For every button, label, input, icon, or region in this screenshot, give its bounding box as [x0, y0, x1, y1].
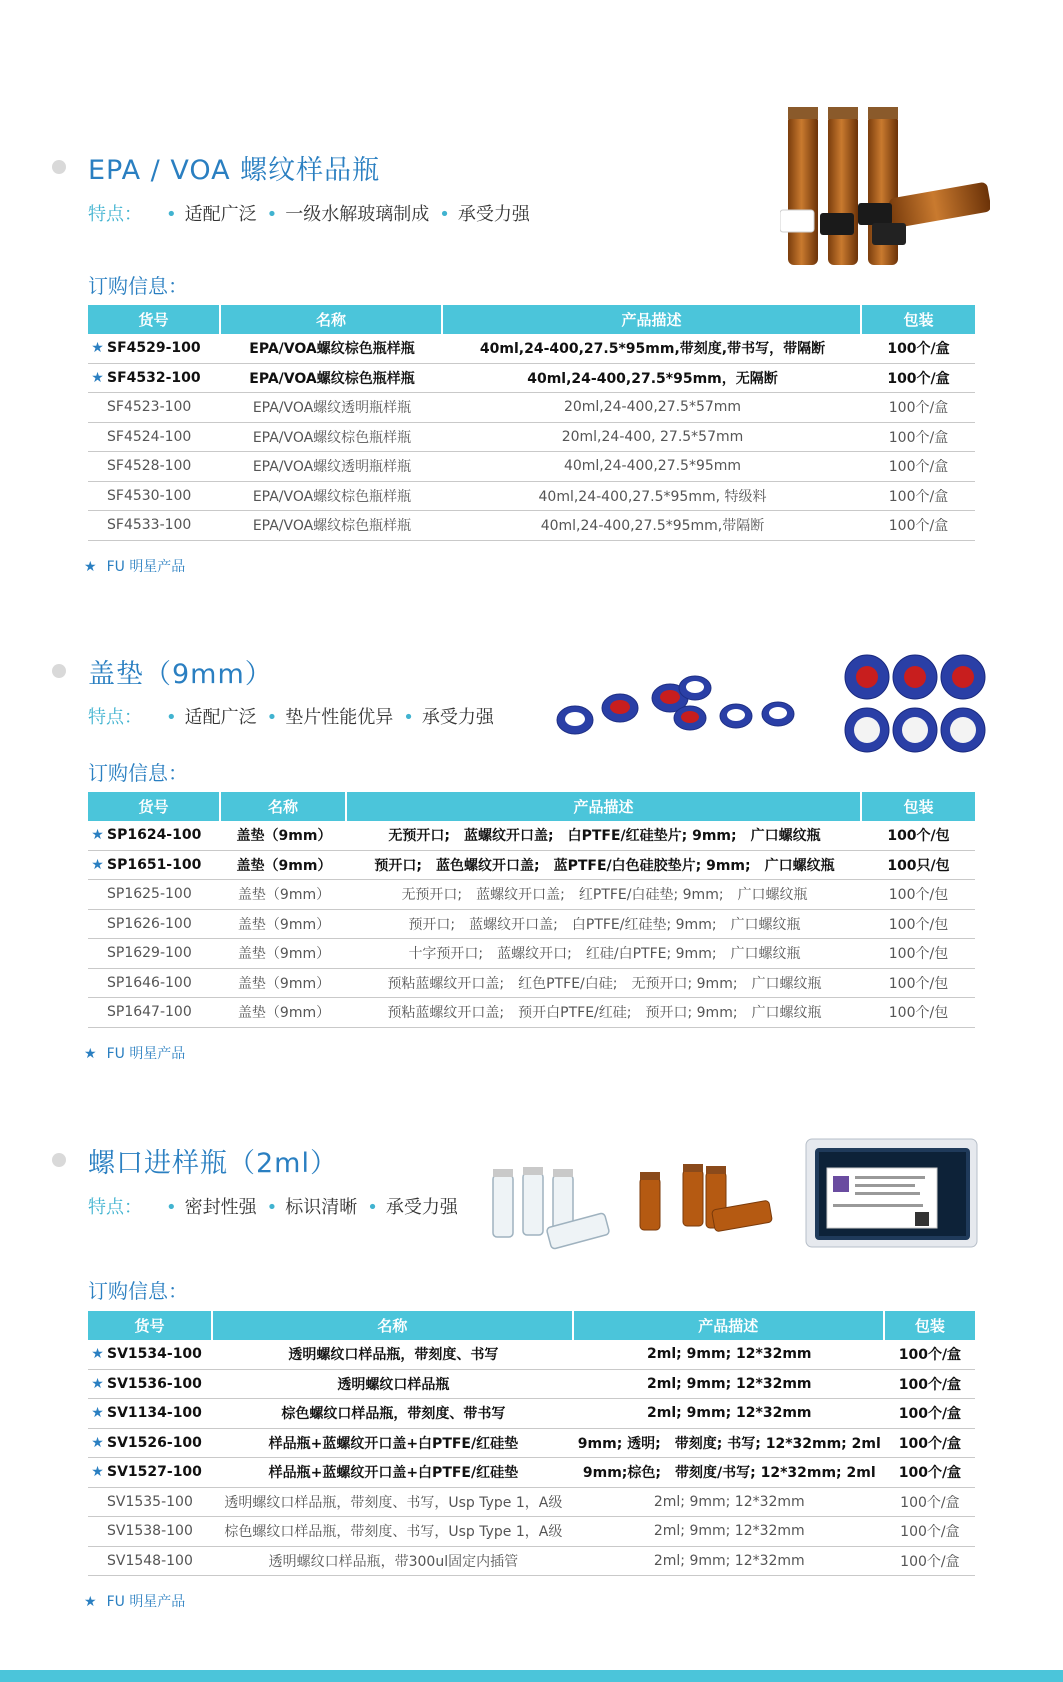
- section-bullet: [52, 664, 66, 678]
- product-name: EPA/VOA螺纹透明瓶样瓶: [221, 393, 443, 423]
- product-pack: 100个/盒: [862, 511, 975, 541]
- col-header-pack: 包装: [862, 305, 975, 334]
- product-pack: 100个/盒: [885, 1340, 975, 1370]
- table-row: [88, 939, 975, 969]
- product-pack: 100个/盒: [862, 393, 975, 423]
- section-title: 盖垫（9mm）: [88, 659, 273, 690]
- product-code: SP1624-100: [107, 827, 202, 844]
- footer-bar: [0, 1670, 1063, 1682]
- product-code: SV1548-100: [88, 1547, 213, 1577]
- col-header-name: 名称: [221, 792, 347, 821]
- order-info-label: 订购信息：: [88, 274, 188, 298]
- product-pack: 100个/盒: [885, 1458, 975, 1488]
- product-desc: 预粘蓝螺纹开口盖; 预开白PTFE/红硅; 预开口; 9mm; 广口螺纹瓶: [347, 998, 862, 1028]
- star-icon: ★: [84, 1046, 97, 1062]
- feature-item: • 适配广泛: [156, 707, 257, 728]
- star-icon: ★: [84, 1594, 97, 1610]
- col-header-pack: 包装: [862, 792, 975, 821]
- feature-item: • 承受力强: [393, 707, 494, 728]
- table-row: [88, 482, 975, 512]
- product-name: 盖垫（9mm）: [221, 851, 347, 881]
- product-code: SV1527-100: [107, 1464, 202, 1481]
- product-code: SV1535-100: [88, 1488, 213, 1518]
- table-row: [88, 423, 975, 453]
- feature-item: • 垫片性能优异: [257, 707, 394, 728]
- product-name: 盖垫（9mm）: [221, 939, 347, 969]
- table-row: [88, 1399, 975, 1429]
- features-label: 特点：: [88, 204, 142, 225]
- table-row: [88, 1458, 975, 1488]
- product-desc: 9mm;棕色; 带刻度/书写; 12*32mm; 2ml: [574, 1458, 885, 1488]
- product-name: EPA/VOA螺纹棕色瓶样瓶: [221, 511, 443, 541]
- product-name: 透明螺纹口样品瓶，带300ul固定内插管: [213, 1547, 574, 1577]
- table-row: [88, 1340, 975, 1370]
- product-desc: 40ml,24-400,27.5*95mm，无隔断: [443, 364, 862, 394]
- product-pack: 100个/包: [862, 998, 975, 1028]
- product-pack: 100个/盒: [885, 1370, 975, 1400]
- product-code: SF4524-100: [88, 423, 221, 453]
- product-name: 透明螺纹口样品瓶: [213, 1370, 574, 1400]
- product-pack: 100个/盒: [862, 452, 975, 482]
- section-title: EPA / VOA 螺纹样品瓶: [88, 155, 381, 186]
- section-bullet: [52, 1153, 66, 1167]
- order-table: [88, 1311, 975, 1576]
- product-pack: 100个/盒: [862, 334, 975, 364]
- product-code: SF4532-100: [107, 369, 201, 386]
- col-header-code: 货号: [88, 305, 221, 334]
- table-row: [88, 880, 975, 910]
- col-header-desc: 产品描述: [443, 305, 862, 334]
- product-pack: 100个/包: [862, 910, 975, 940]
- product-pack: 100个/盒: [885, 1517, 975, 1547]
- product-desc: 20ml,24-400,27.5*57mm: [443, 393, 862, 423]
- table-row: [88, 1429, 975, 1459]
- features-line: [88, 1193, 458, 1219]
- star-icon: ★: [91, 1405, 104, 1422]
- product-desc: 40ml,24-400,27.5*95mm: [443, 452, 862, 482]
- table-row: [88, 334, 975, 364]
- star-product-note: ★ FU 明星产品: [84, 559, 186, 575]
- feature-item: • 承受力强: [429, 204, 530, 225]
- product-desc: 无预开口; 蓝螺纹开口盖; 白PTFE/红硅垫片; 9mm; 广口螺纹瓶: [347, 821, 862, 851]
- star-icon: ★: [91, 340, 104, 357]
- product-code: SP1647-100: [88, 998, 221, 1028]
- product-pack: 100个/盒: [862, 482, 975, 512]
- section-bullet: [52, 160, 66, 174]
- product-desc: 2ml; 9mm; 12*32mm: [574, 1340, 885, 1370]
- product-name: EPA/VOA螺纹棕色瓶样瓶: [221, 482, 443, 512]
- feature-item: • 承受力强: [357, 1197, 458, 1218]
- product-name: 棕色螺纹口样品瓶，带刻度、书写，Usp Type 1，A级: [213, 1517, 574, 1547]
- product-pack: 100个/包: [862, 939, 975, 969]
- feature-item: • 标识清晰: [257, 1197, 358, 1218]
- product-code: SV1538-100: [88, 1517, 213, 1547]
- product-name: 盖垫（9mm）: [221, 969, 347, 999]
- product-name: 盖垫（9mm）: [221, 880, 347, 910]
- caps-grid-image: [842, 652, 992, 757]
- product-desc: 40ml,24-400,27.5*95mm, 特级料: [443, 482, 862, 512]
- product-code: SF4533-100: [88, 511, 221, 541]
- product-pack: 100个/包: [862, 821, 975, 851]
- features-line: [88, 200, 530, 226]
- vial-box-image: [805, 1138, 978, 1248]
- caps-loose-image: [550, 668, 810, 748]
- col-header-desc: 产品描述: [574, 1311, 885, 1340]
- star-icon: ★: [91, 1346, 104, 1363]
- product-name: 棕色螺纹口样品瓶，带刻度、带书写: [213, 1399, 574, 1429]
- table-row: [88, 821, 975, 851]
- order-table: [88, 792, 975, 1028]
- product-name: EPA/VOA螺纹棕色瓶样瓶: [221, 334, 443, 364]
- product-pack: 100个/盒: [885, 1429, 975, 1459]
- star-icon: ★: [91, 827, 104, 844]
- product-code: SV1134-100: [107, 1405, 202, 1422]
- product-desc: 40ml,24-400,27.5*95mm,带刻度,带书写，带隔断: [443, 334, 862, 364]
- section-title: 螺口进样瓶（2ml）: [88, 1148, 338, 1179]
- amber-vials-image: [628, 1160, 778, 1245]
- product-name: 盖垫（9mm）: [221, 910, 347, 940]
- product-desc: 9mm; 透明; 带刻度; 书写; 12*32mm; 2ml: [574, 1429, 885, 1459]
- table-row: [88, 1488, 975, 1518]
- product-pack: 100只/包: [862, 851, 975, 881]
- product-desc: 预开口; 蓝色螺纹开口盖; 蓝PTFE/白色硅胶垫片; 9mm; 广口螺纹瓶: [347, 851, 862, 881]
- product-name: 盖垫（9mm）: [221, 821, 347, 851]
- star-product-note: ★ FU 明星产品: [84, 1046, 186, 1062]
- product-desc: 2ml; 9mm; 12*32mm: [574, 1399, 885, 1429]
- product-code: SP1651-100: [107, 856, 202, 873]
- table-row: [88, 452, 975, 482]
- feature-item: • 一级水解玻璃制成: [257, 204, 430, 225]
- product-name: 盖垫（9mm）: [221, 998, 347, 1028]
- features-label: 特点：: [88, 1197, 142, 1218]
- product-code: SF4529-100: [107, 340, 201, 357]
- col-header-pack: 包装: [885, 1311, 975, 1340]
- star-icon: ★: [91, 369, 104, 386]
- product-code: SP1625-100: [88, 880, 221, 910]
- product-pack: 100个/盒: [885, 1547, 975, 1577]
- order-table: [88, 305, 975, 541]
- product-code: SP1626-100: [88, 910, 221, 940]
- product-code: SP1629-100: [88, 939, 221, 969]
- feature-item: • 适配广泛: [156, 204, 257, 225]
- col-header-desc: 产品描述: [347, 792, 862, 821]
- table-row: [88, 969, 975, 999]
- product-name: EPA/VOA螺纹棕色瓶样瓶: [221, 423, 443, 453]
- product-pack: 100个/包: [862, 969, 975, 999]
- product-pack: 100个/盒: [862, 364, 975, 394]
- product-code: SV1534-100: [107, 1346, 202, 1363]
- star-icon: ★: [91, 856, 104, 873]
- product-desc: 40ml,24-400,27.5*95mm,带隔断: [443, 511, 862, 541]
- product-name: EPA/VOA螺纹透明瓶样瓶: [221, 452, 443, 482]
- product-desc: 2ml; 9mm; 12*32mm: [574, 1370, 885, 1400]
- col-header-code: 货号: [88, 1311, 213, 1340]
- product-code: SV1536-100: [107, 1375, 202, 1392]
- product-code: SF4528-100: [88, 452, 221, 482]
- table-row: [88, 393, 975, 423]
- product-desc: 20ml,24-400, 27.5*57mm: [443, 423, 862, 453]
- product-desc: 预开口; 蓝螺纹开口盖; 白PTFE/红硅垫; 9mm; 广口螺纹瓶: [347, 910, 862, 940]
- product-name: 样品瓶+蓝螺纹开口盖+白PTFE/红硅垫: [213, 1429, 574, 1459]
- product-pack: 100个/包: [862, 880, 975, 910]
- col-header-name: 名称: [213, 1311, 574, 1340]
- product-name: EPA/VOA螺纹棕色瓶样瓶: [221, 364, 443, 394]
- features-line: [88, 703, 494, 729]
- col-header-code: 货号: [88, 792, 221, 821]
- epa-vials-image: [780, 105, 990, 290]
- product-code: SF4523-100: [88, 393, 221, 423]
- col-header-name: 名称: [221, 305, 443, 334]
- star-product-note: ★ FU 明星产品: [84, 1594, 186, 1610]
- product-desc: 2ml; 9mm; 12*32mm: [574, 1517, 885, 1547]
- product-code: SF4530-100: [88, 482, 221, 512]
- table-row: [88, 1370, 975, 1400]
- order-info-label: 订购信息：: [88, 761, 188, 785]
- table-row: [88, 364, 975, 394]
- product-pack: 100个/盒: [885, 1488, 975, 1518]
- product-desc: 十字预开口; 蓝螺纹开口; 红硅/白PTFE; 9mm; 广口螺纹瓶: [347, 939, 862, 969]
- product-pack: 100个/盒: [862, 423, 975, 453]
- star-icon: ★: [84, 559, 97, 575]
- star-icon: ★: [91, 1434, 104, 1451]
- clear-vials-image: [478, 1165, 618, 1255]
- product-desc: 2ml; 9mm; 12*32mm: [574, 1488, 885, 1518]
- table-row: [88, 851, 975, 881]
- table-row: [88, 910, 975, 940]
- feature-item: • 密封性强: [156, 1197, 257, 1218]
- star-icon: ★: [91, 1375, 104, 1392]
- product-name: 透明螺纹口样品瓶，带刻度、书写: [213, 1340, 574, 1370]
- product-name: 样品瓶+蓝螺纹开口盖+白PTFE/红硅垫: [213, 1458, 574, 1488]
- product-code: SV1526-100: [107, 1434, 202, 1451]
- product-desc: 预粘蓝螺纹开口盖; 红色PTFE/白硅; 无预开口; 9mm; 广口螺纹瓶: [347, 969, 862, 999]
- product-name: 透明螺纹口样品瓶，带刻度、书写，Usp Type 1，A级: [213, 1488, 574, 1518]
- features-label: 特点：: [88, 707, 142, 728]
- table-row: [88, 1547, 975, 1577]
- product-pack: 100个/盒: [885, 1399, 975, 1429]
- table-row: [88, 511, 975, 541]
- star-icon: ★: [91, 1464, 104, 1481]
- product-desc: 2ml; 9mm; 12*32mm: [574, 1547, 885, 1577]
- product-code: SP1646-100: [88, 969, 221, 999]
- product-desc: 无预开口; 蓝螺纹开口盖; 红PTFE/白硅垫; 9mm; 广口螺纹瓶: [347, 880, 862, 910]
- table-row: [88, 1517, 975, 1547]
- order-info-label: 订购信息：: [88, 1279, 188, 1303]
- table-row: [88, 998, 975, 1028]
